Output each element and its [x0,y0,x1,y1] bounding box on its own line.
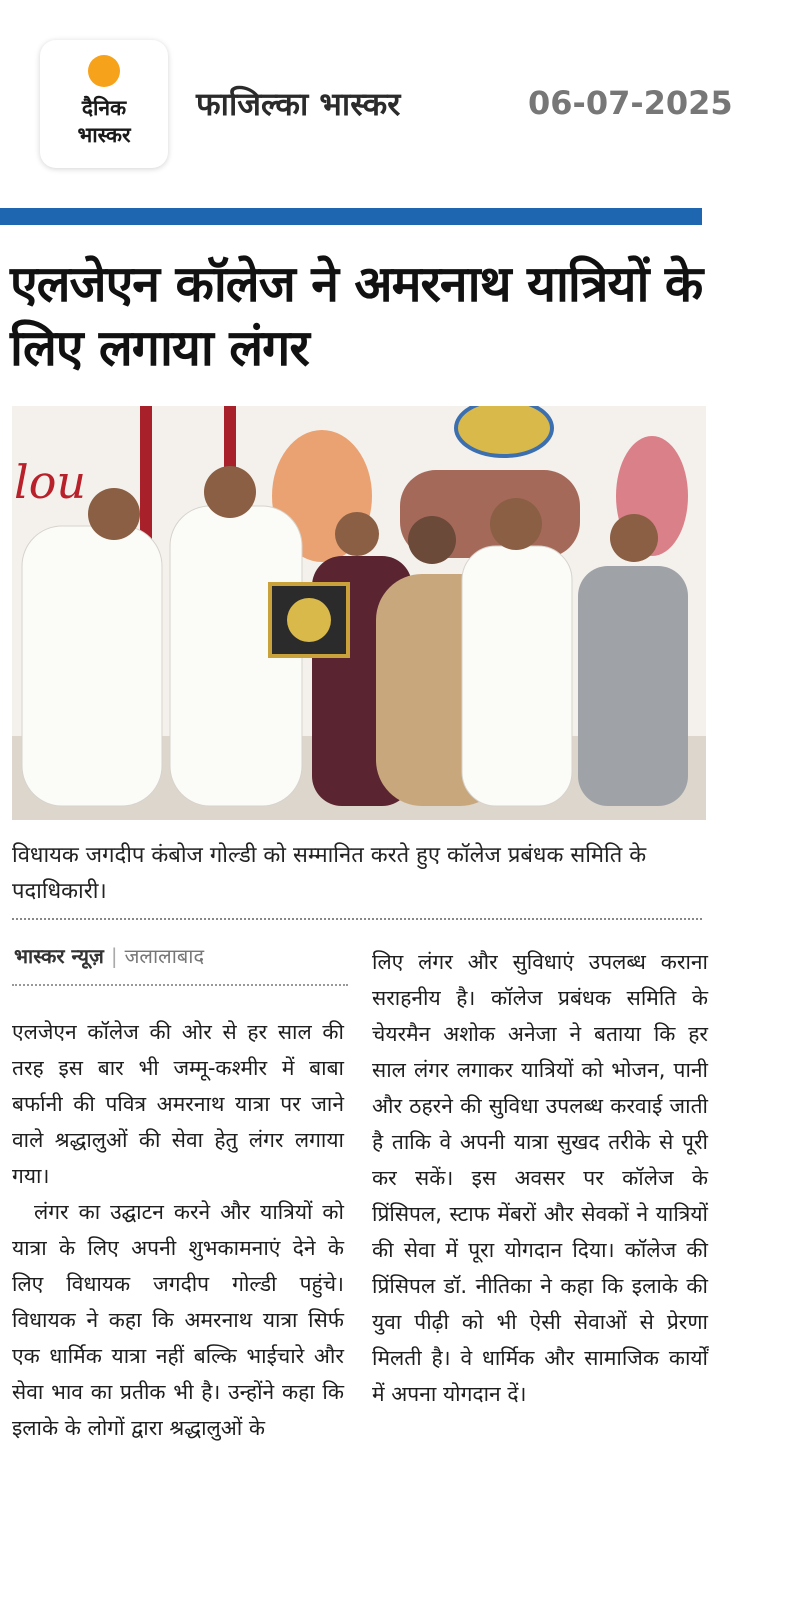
article-paragraph: लिए लंगर और सुविधाएं उपलब्ध कराना सराहनीय है। कॉलेज प्रबंधक समिति के चेयरमैन अशोक अनेजा ने बताया कि हर साल लंगर लगाकर यात्रियों को भोजन, पानी और ठहरने की सुविधा उपलब्ध करवाई जाती है ताकि वे अपनी यात्रा सुखद तरीके से पूरी कर सकें। इस अवसर पर कॉलेज के प्रिंसिपल, स्टाफ मेंबरों और सेवकों ने यात्रियों की सेवा में पूरा योगदान दिया। कॉलेज की प्रिंसिपल डॉ. नीतिका ने कहा कि इलाके की युवा पीढ़ी को भी ऐसी सेवाओं से प्रेरणा मिलती है। वे धार्मिक और सामाजिक कार्यों में अपना योगदान दें। [372,950,708,1406]
wall-text: lou [14,455,87,509]
byline-separator: | [110,944,118,968]
photo-caption: विधायक जगदीप कंबोज गोल्डी को सम्मानित करते हुए कॉलेज प्रबंधक समिति के पदाधिकारी। [12,843,647,904]
byline [14,942,334,969]
article-paragraph: एलजेएन कॉलेज की ओर से हर साल की तरह इस बार भी जम्मू-कश्मीर में बाबा बर्फानी की पवित्र अमरनाथ यात्रा पर जाने वाले श्रद्धालुओं की सेवा हेतु लंगर लगाया गया। [12,1020,344,1188]
byline-rule [12,984,348,986]
byline-place: जलालाबाद [124,944,205,968]
article-column-right [372,944,708,1412]
article-column-left [12,1014,344,1446]
caption-rule [12,918,702,920]
logo-text-line1: दैनिक [81,96,127,120]
newspaper-logo [40,40,168,168]
edition-name: फाजिल्का भास्कर [196,85,401,123]
logo-text-line2: भास्कर [77,123,131,147]
header-rule [0,208,702,225]
sun-icon [88,55,120,87]
byline-agency: भास्कर न्यूज़ [14,944,104,968]
headline: एलजेएन कॉलेज ने अमरनाथ यात्रियों के लिए लगाया लंगर [10,255,703,377]
publication-date: 06-07-2025 [528,84,733,122]
news-photo [12,406,706,820]
article-paragraph: लंगर का उद्घाटन करने और यात्रियों को यात्रा के लिए अपनी शुभकामनाएं देने के लिए विधायक जगदीप गोल्डी पहुंचे। विधायक ने कहा कि अमरनाथ यात्रा सिर्फ एक धार्मिक यात्रा नहीं बल्कि भाईचारे और सेवा भाव का प्रतीक भी है। उन्होंने कहा कि इलाके के लोगों द्वारा श्रद्धालुओं के [12,1200,344,1440]
